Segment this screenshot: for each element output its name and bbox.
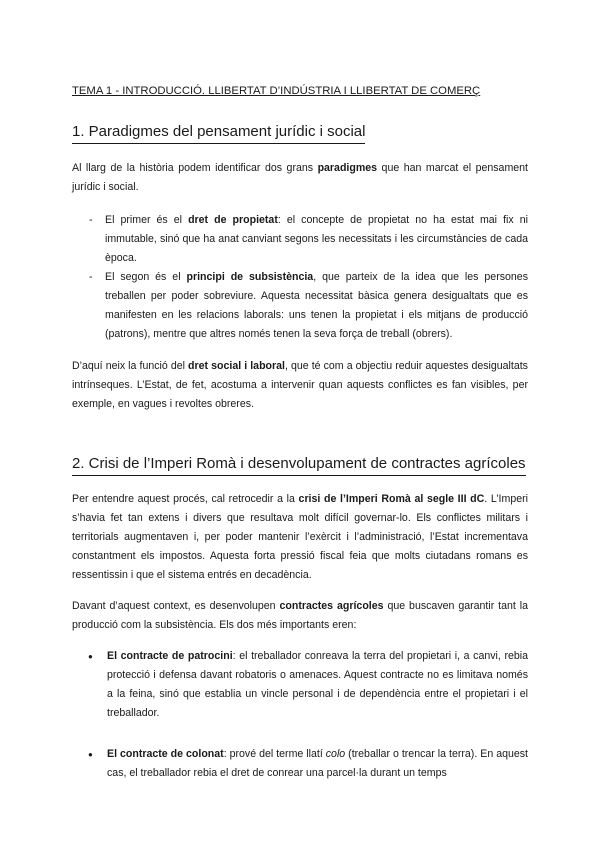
list-item: ● El contracte de patrocini: el treballador conreava la terra del propietari i, a canvi, rebia protecció i defensa davant robatoris o amenaces. Aquest contracte no es limitava només a la feina, sinó que establia un vincle personal i de dependència entre el propietari i el treballador. (72, 647, 528, 723)
document-title: TEMA 1 - INTRODUCCIÓ. LLIBERTAT D’INDÚSTRIA I LLIBERTAT DE COMERÇ (72, 85, 481, 97)
contracts-list (72, 647, 528, 783)
document-page (72, 70, 528, 783)
section-2-paragraph-1: Per entendre aquest procés, cal retrocedir a la crisi de l’Imperi Romà al segle III dC. L’Imperi s’havia fet tan extens i divers que resultava molt difícil governar-lo. Els conflictes militars i territorials augmentaven i, per poder mantenir l’exèrcit i l’administració, l’Estat incrementava constantment els impostos. Aquesta forta pressió fiscal feia que molts ciutadans romans es ressentissin i que el sistema entrés en decadència. (72, 493, 528, 581)
section-1-heading: 1. Paradigmes del pensament jurídic i social (72, 122, 365, 144)
section-1-intro: Al llarg de la història podem identificar dos grans paradigmes que han marcat el pensament jurídic i social. (72, 162, 528, 193)
section-1-outro: D’aquí neix la funció del dret social i laboral, que té com a objectiu reduir aquestes desigualtats intrínseques. L’Estat, de fet, acostuma a intervenir quan aquests conflictes es fan visibles, per exemple, en vagues i revoltes obreres. (72, 360, 528, 410)
section-2-heading: 2. Crisi de l’Imperi Romà i desenvolupament de contractes agrícoles (72, 454, 526, 476)
list-item: - El primer és el dret de propietat: el concepte de propietat no ha estat mai fix ni immutable, sinó que ha anat canviant segons les necessitats i les circumstàncies de cada època. (72, 211, 528, 268)
list-item: - El segon és el principi de subsistència, que parteix de la idea que les persones treballen per poder sobreviure. Aquesta necessitat bàsica genera desigualtats que es manifesten en les relacions laborals: uns tenen la propietat i els mitjans de producció (patrons), mentre que altres només tenen la seva força de treball (obrers). (72, 268, 528, 344)
paradigm-list (72, 211, 528, 344)
section-2-paragraph-2: Davant d’aquest context, es desenvolupen contractes agrícoles que buscaven garantir tant la producció com la subsistència. Els dos més importants eren: (72, 600, 529, 631)
list-item: ● El contracte de colonat: prové del terme llatí colo (treballar o trencar la terra). En aquest cas, el treballador rebia el dret de conrear una parcel·la durant un temps (72, 745, 528, 783)
